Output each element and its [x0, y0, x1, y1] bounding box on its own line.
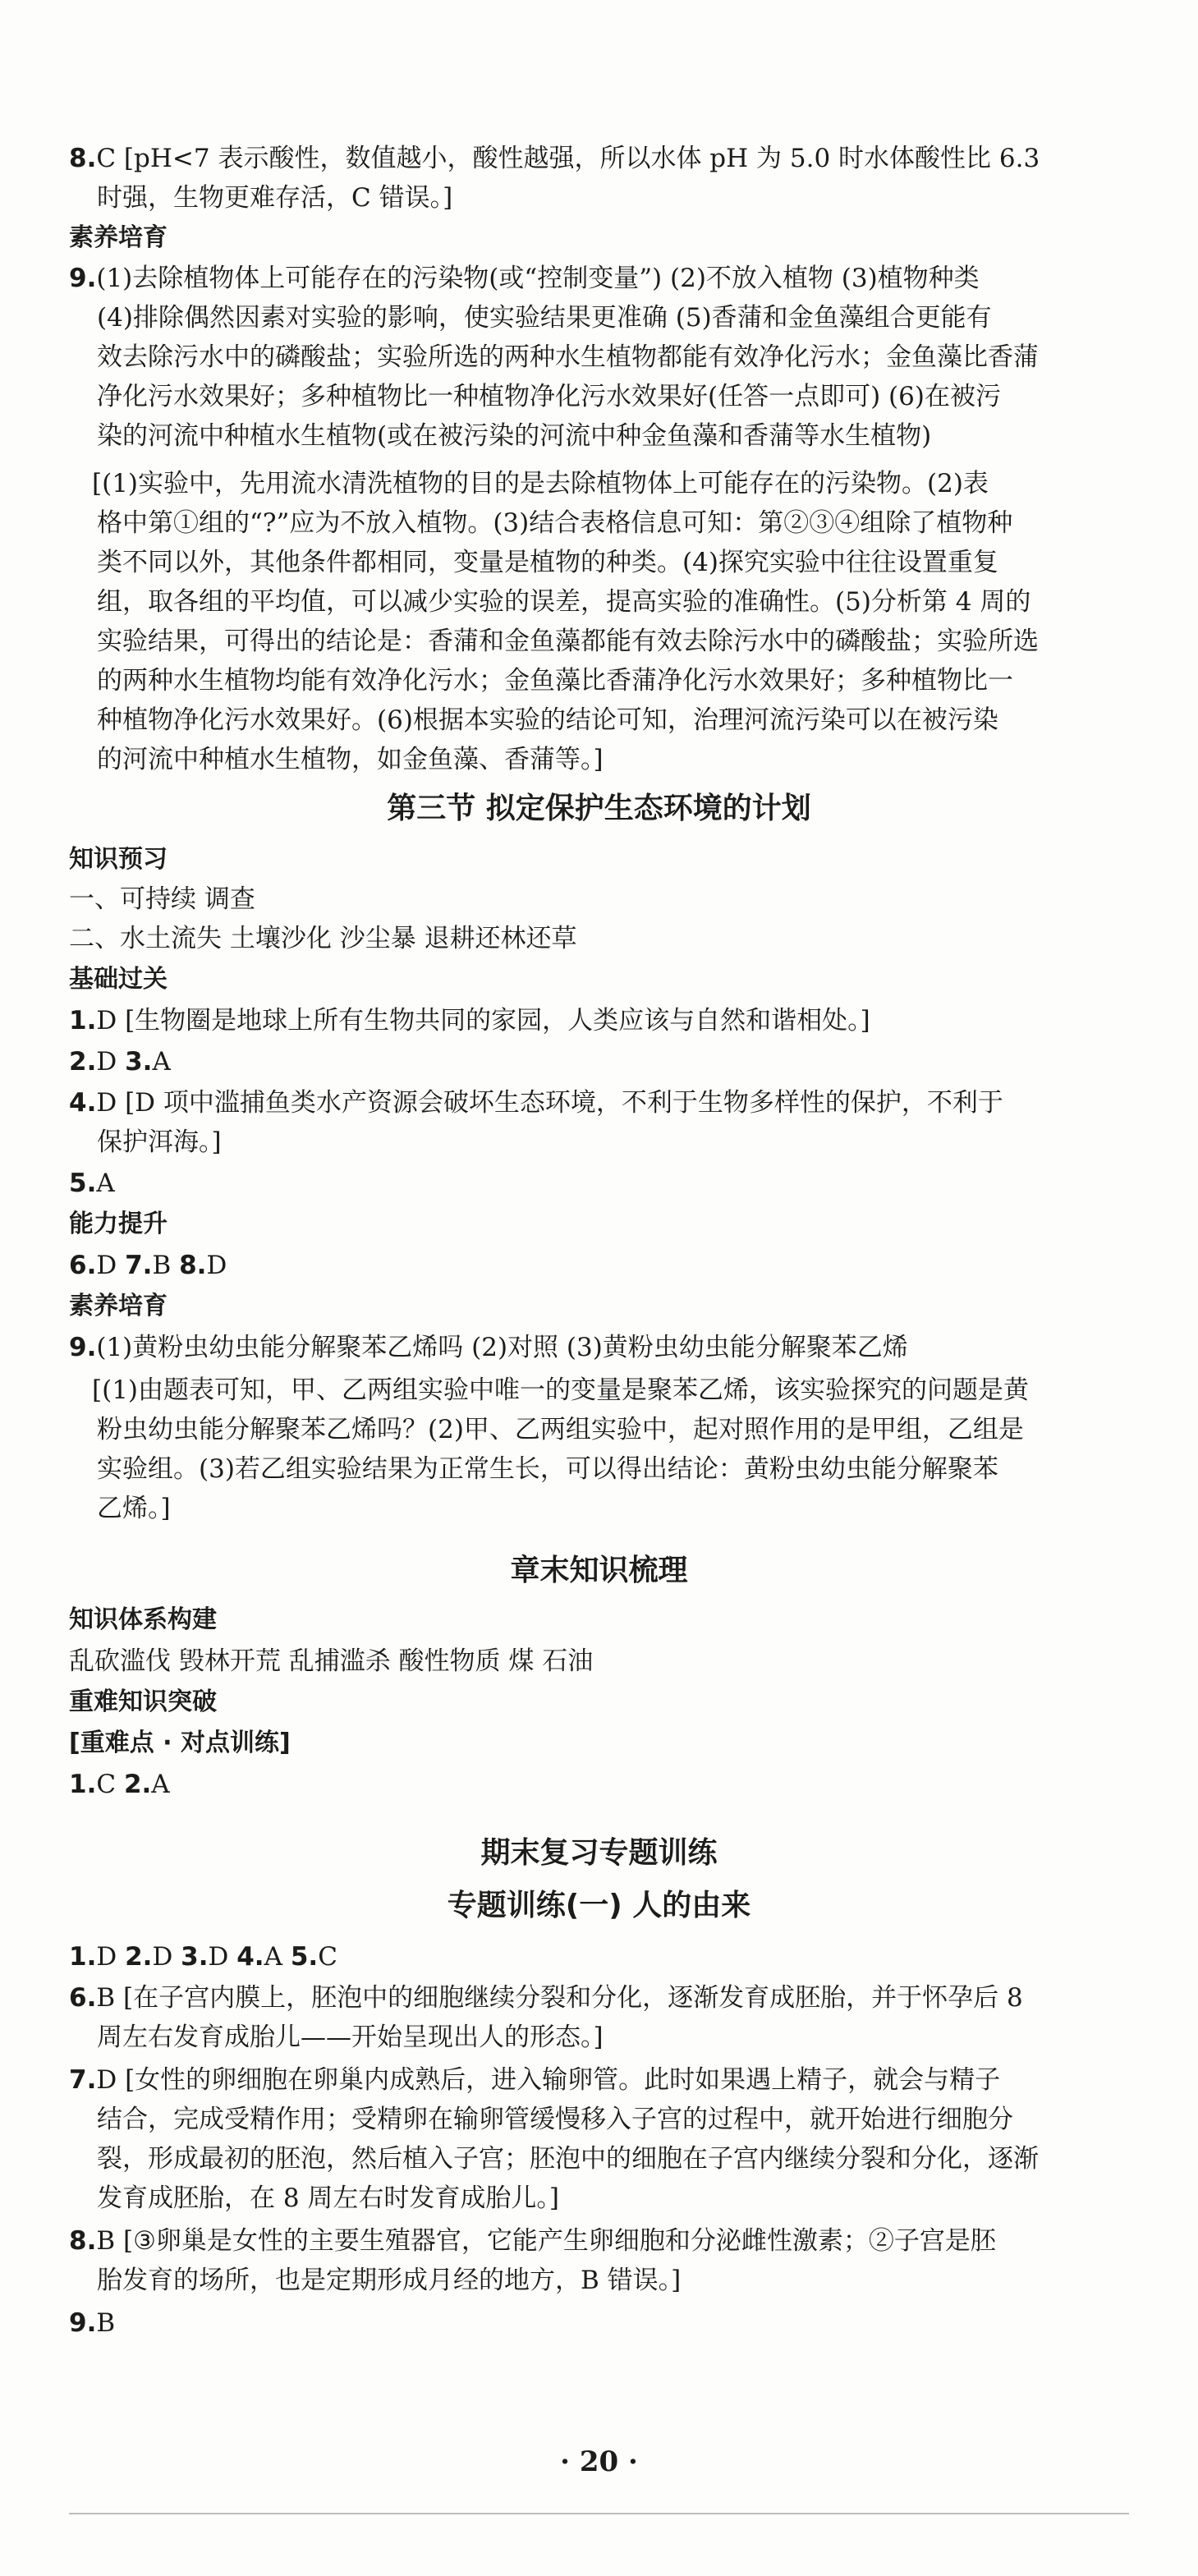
- explanation-line: 类不同以外，其他条件都相同，变量是植物的种类。(4)探究实验中往往设置重复: [97, 548, 998, 577]
- page-number: · 20 ·: [560, 2445, 638, 2478]
- answer-line: 胎发育的场所，也是定期形成月经的地方，B 错误。]: [97, 2266, 682, 2295]
- explanation-line: 粉虫幼虫能分解聚苯乙烯吗？(2)甲、乙两组实验中，起对照作用的是甲组，乙组是: [97, 1415, 1024, 1444]
- answer-line: 6.D 7.B 8.D: [69, 1251, 227, 1280]
- section-heading: 素养培育: [69, 223, 168, 252]
- section-heading: 能力提升: [69, 1210, 168, 1238]
- subsection-title: 专题训练(一) 人的由来: [447, 1889, 751, 1922]
- footer-divider: [69, 2513, 1129, 2514]
- answer-line: 4.D [D 项中滥捕鱼类水产资源会破坏生态环境，不利于生物多样性的保护，不利于: [69, 1088, 1003, 1118]
- explanation-line: 种植物净化污水效果好。(6)根据本实验的结论可知，治理河流污染可以在被污染: [97, 705, 998, 735]
- explanation-line: [(1)由题表可知，甲、乙两组实验中唯一的变量是聚苯乙烯，该实验探究的问题是黄: [92, 1375, 1030, 1405]
- answer-line: 1.D [生物圈是地球上所有生物共同的家园，人类应该与自然和谐相处。]: [69, 1006, 870, 1035]
- section-title: 期末复习专题训练: [480, 1836, 718, 1870]
- explanation-line: 组，取各组的平均值，可以减少实验的误差，提高实验的准确性。(5)分析第 4 周的: [97, 587, 1031, 617]
- answer-line: 一、可持续 调查: [69, 884, 255, 914]
- answer-line: 5.A: [69, 1169, 115, 1198]
- answer-line: 9.B: [69, 2308, 116, 2338]
- answer-line: 9.(1)黄粉虫幼虫能分解聚苯乙烯吗 (2)对照 (3)黄粉虫幼虫能分解聚苯乙烯: [69, 1333, 908, 1362]
- answer-line: 6.B [在子宫内膜上，胚泡中的细胞继续分裂和分化，逐渐发育成胚胎，并于怀孕后 8: [69, 1983, 1023, 2013]
- answer-line: 7.D [女性的卵细胞在卵巢内成熟后，进入输卵管。此时如果遇上精子，就会与精子: [69, 2065, 1001, 2095]
- answer-line: 裂，形成最初的胚泡，然后植入子宫；胚泡中的细胞在子宫内继续分裂和分化，逐渐: [97, 2144, 1039, 2174]
- answer-line: 8.B [③卵巢是女性的主要生殖器官，它能产生卵细胞和分泌雌性激素；②子宫是胚: [69, 2226, 996, 2256]
- section-heading: 素养培育: [69, 1292, 168, 1320]
- section-heading: 知识预习: [69, 845, 168, 874]
- answer-line: 发育成胚胎，在 8 周左右时发育成胎儿。]: [97, 2183, 560, 2213]
- section-heading: 重难知识突破: [69, 1687, 217, 1716]
- explanation-line: 实验结果，可得出的结论是：香蒲和金鱼藻都能有效去除污水中的磷酸盐；实验所选: [97, 627, 1039, 656]
- answer-line: 1.D 2.D 3.D 4.A 5.C: [69, 1942, 337, 1972]
- section-title: 章末知识梳理: [510, 1554, 688, 1587]
- answer-line: 染的河流中种植水生植物(或在被污染的河流中种金鱼藻和香蒲等水生植物): [97, 421, 932, 451]
- answer-line: 8.C [pH<7 表示酸性，数值越小，酸性越强，所以水体 pH 为 5.0 时水体酸性比 6.3: [69, 144, 1040, 173]
- answer-line: 效去除污水中的磷酸盐；实验所选的两种水生植物都能有效净化污水；金鱼藻比香蒲: [97, 342, 1039, 372]
- explanation-line: 实验组。(3)若乙组实验结果为正常生长，可以得出结论：黄粉虫幼虫能分解聚苯: [97, 1454, 998, 1484]
- section-heading: [重难点 · 对点训练]: [69, 1729, 291, 1757]
- answer-line: (4)排除偶然因素对实验的影响，使实验结果更准确 (5)香蒲和金鱼藻组合更能有: [97, 303, 992, 333]
- explanation-line: 格中第①组的“?”应为不放入植物。(3)结合表格信息可知：第②③④组除了植物种: [97, 508, 1013, 538]
- answer-line: 9.(1)去除植物体上可能存在的污染物(或“控制变量”) (2)不放入植物 (3)植物种类: [69, 264, 980, 293]
- answer-line: 2.D 3.A: [69, 1047, 171, 1077]
- section-heading: 知识体系构建: [69, 1605, 217, 1634]
- answer-line: 净化污水效果好；多种植物比一种植物净化污水效果好(任答一点即可) (6)在被污: [97, 382, 1001, 411]
- explanation-line: [(1)实验中，先用流水清洗植物的目的是去除植物体上可能存在的污染物。(2)表: [92, 469, 989, 498]
- explanation-line: 乙烯。]: [97, 1494, 171, 1523]
- answer-line: 时强，生物更难存活，C 错误。]: [97, 183, 453, 213]
- answer-line: 乱砍滥伐 毁林开荒 乱捕滥杀 酸性物质 煤 石油: [69, 1646, 594, 1676]
- answer-line: 保护洱海。]: [97, 1127, 222, 1157]
- answer-line: 周左右发育成胎儿——开始呈现出人的形态。]: [97, 2023, 604, 2052]
- answer-line: 结合，完成受精作用；受精卵在输卵管缓慢移入子宫的过程中，就开始进行细胞分: [97, 2105, 1013, 2134]
- section-title: 第三节 拟定保护生态环境的计划: [387, 792, 811, 825]
- explanation-line: 的两种水生植物均能有效净化污水；金鱼藻比香蒲净化污水效果好；多种植物比一: [97, 666, 1013, 696]
- answer-line: 1.C 2.A: [69, 1770, 170, 1799]
- answer-line: 二、水土流失 土壤沙化 沙尘暴 退耕还林还草: [69, 924, 577, 953]
- section-heading: 基础过关: [69, 965, 168, 994]
- explanation-line: 的河流中种植水生植物，如金鱼藻、香蒲等。]: [97, 745, 604, 774]
